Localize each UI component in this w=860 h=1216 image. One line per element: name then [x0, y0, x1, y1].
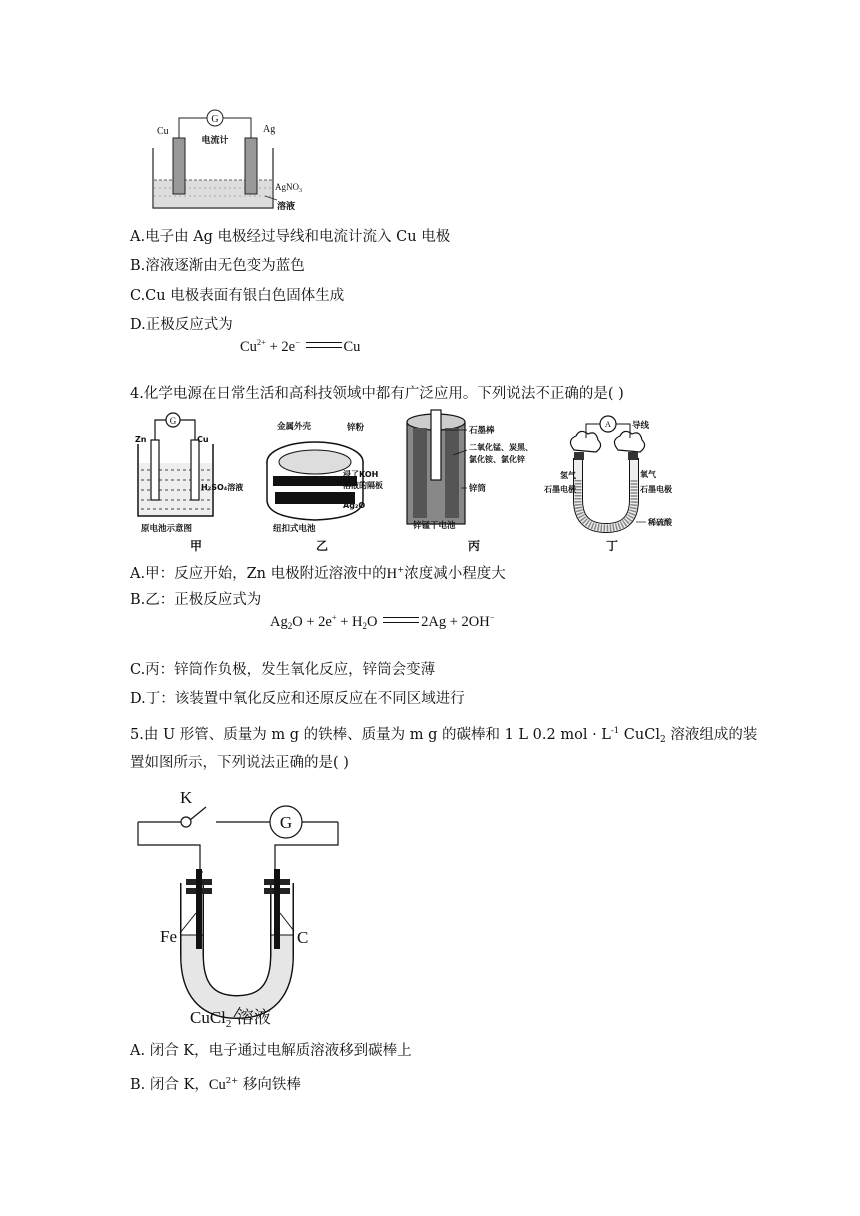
- jia-caption: 原电池示意图: [141, 524, 193, 534]
- figure-ding-fuel-cell: [544, 410, 678, 553]
- figure-cu-ag-cell: [145, 108, 302, 216]
- fig1-meter-label: 电流计: [201, 136, 229, 146]
- yi-ag2o-label: Ag₂O: [343, 501, 366, 510]
- jia-galv-label: G: [169, 416, 177, 426]
- fig1-galvanometer-label: G: [211, 114, 219, 125]
- q3-option-a: A.电子由 Ag 电极经过导线和电流计流入 Cu 电极: [130, 229, 451, 245]
- ding-graphite-left-label: 石墨电极: [544, 485, 576, 494]
- ding-graphite-right-label: 石墨电极: [640, 485, 672, 494]
- ding-wire-label: 导线: [632, 421, 650, 431]
- q5-c-label: C: [297, 928, 309, 947]
- q3-equation: $Cu^{2+} + 2e^-$ Cu: [240, 337, 361, 355]
- figure-bing-dry-cell: [405, 410, 555, 553]
- yi-koh-label: 浸了KOH: [343, 470, 379, 479]
- q5-stem-line2: 置如图所示，下列说法正确的是( ): [130, 755, 349, 771]
- ding-acid-label: 稀硫酸: [648, 518, 672, 527]
- q4-option-c: C.丙：锌筒作负极，发生氧化反应，锌筒会变薄: [130, 662, 436, 678]
- q5-option-a: A. 闭合 K，电子通过电解质溶液移到碳棒上: [130, 1043, 412, 1059]
- q4-option-b: B.乙：正极反应式为: [130, 592, 262, 608]
- yi-label: 乙: [316, 539, 329, 553]
- figure-u-tube-electrolysis: [130, 785, 380, 1030]
- yi-zinc-label: 锌粉: [347, 423, 365, 433]
- q4-stem: 4.化学电源在日常生活和高科技领域中都有广泛应用。下列说法不正确的是( ): [130, 386, 624, 402]
- fig1-cu-label: Cu: [157, 126, 169, 137]
- fig1-solution-label2: 溶液: [277, 202, 296, 212]
- ding-meter-label: A: [604, 419, 612, 429]
- q5-switch-label: K: [180, 788, 193, 807]
- q3-option-b: B.溶液逐渐由无色变为蓝色: [130, 258, 305, 274]
- jia-label: 甲: [190, 539, 203, 553]
- q3-option-d: D.正极反应式为: [130, 317, 233, 333]
- bing-caption: 锌锰干电池: [413, 521, 456, 531]
- ding-o2-label: 氧气: [640, 470, 656, 479]
- bing-mix-label2: 氯化铵、氯化锌: [469, 455, 525, 464]
- q4-option-d: D.丁：该装置中氧化反应和还原反应在不同区域进行: [130, 691, 465, 707]
- fig1-solution-label: AgNO$_3$: [275, 182, 302, 194]
- bing-mix-label: 二氧化锰、炭黑、: [469, 443, 533, 452]
- yi-shell-label: 金属外壳: [277, 422, 312, 432]
- q5-stem: 5.由 U 形管、质量为 m g 的铁棒、质量为 m g 的碳棒和 1 L 0.2 mol · $L^{-1}$ CuCl$_2$ 溶液组成的装: [130, 726, 758, 745]
- q3-option-c: C.Cu 电极表面有银白色固体生成: [130, 288, 345, 304]
- figure-jia-galvanic-cell: [133, 408, 255, 553]
- bing-can-label: 锌筒: [469, 484, 487, 494]
- q5-galv-label: G: [279, 813, 293, 832]
- q4-option-a: A.甲：反应开始，Zn 电极附近溶液中的H+浓度减小程度大: [130, 565, 506, 582]
- jia-zn-label: Zn: [135, 435, 147, 444]
- q4-b-equation: $Ag_2O + 2e^+ + H_2O$ 2Ag + 2OH−: [270, 612, 495, 631]
- q5-solution-label: CuCl$_2$ 溶液: [190, 1008, 271, 1030]
- yi-caption: 纽扣式电池: [273, 524, 316, 534]
- yi-koh-label2: 溶液的隔板: [343, 481, 383, 490]
- bing-label: 丙: [468, 539, 481, 553]
- fig1-ag-label: Ag: [263, 124, 276, 135]
- q5-option-b: B. 闭合 K，$Cu^{2+}$ 移向铁棒: [130, 1076, 301, 1093]
- figure-yi-button-cell: [255, 410, 385, 553]
- jia-cu-label: Cu: [197, 435, 209, 444]
- ding-label: 丁: [606, 539, 619, 553]
- jia-solution-label: H₂SO₄溶液: [201, 483, 244, 492]
- ding-h2-label: 氢气: [560, 471, 576, 480]
- q5-fe-label: Fe: [160, 927, 177, 946]
- bing-rod-label: 石墨棒: [469, 426, 495, 436]
